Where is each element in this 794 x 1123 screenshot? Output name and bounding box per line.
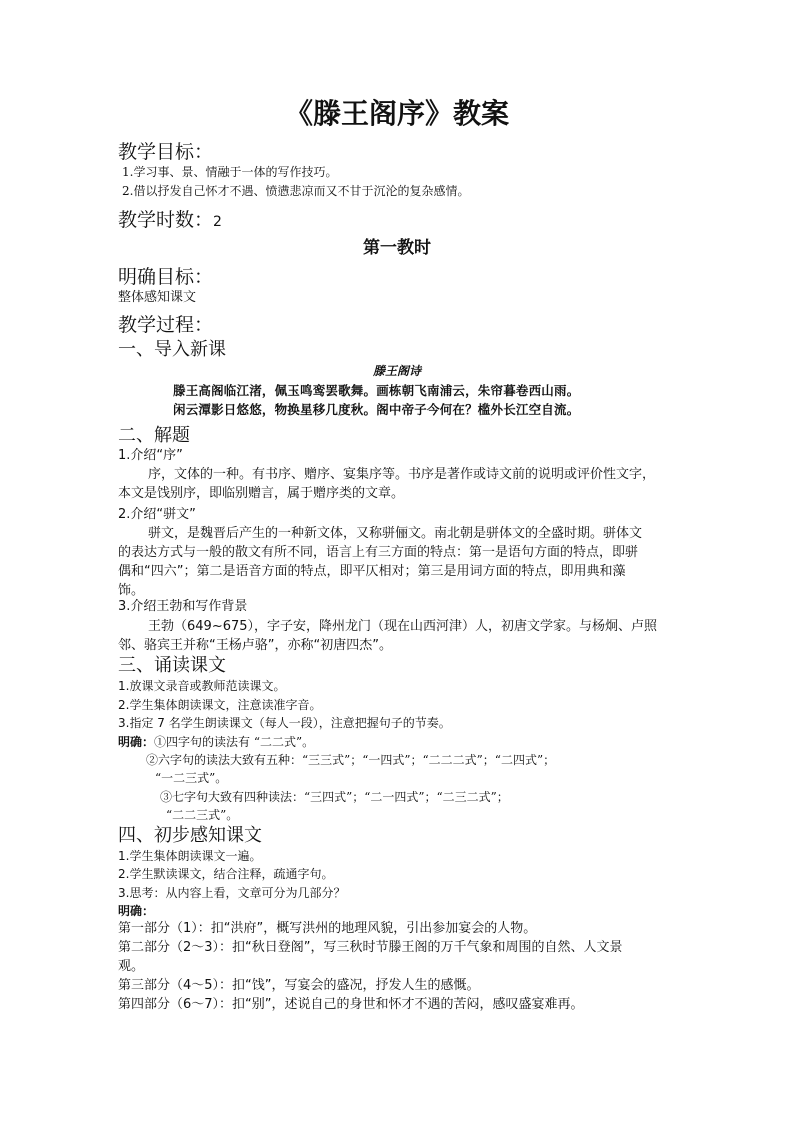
clear-goal-text: 整体感知课文 bbox=[118, 290, 197, 305]
part-3: 第三部分（4～5）：扣“饯”，写宴会的盛况，抒发人生的感慨。 bbox=[118, 978, 480, 993]
perceive-item-1: 1.学生集体朗读课文一遍。 bbox=[118, 849, 262, 863]
hours-line bbox=[118, 211, 678, 230]
pianwen-line-2: 的表达方式与一般的散文有所不同，语言上有三方面的特点：第一是语句方面的特点，即骈 bbox=[118, 545, 639, 560]
part-2-cont: 观。 bbox=[118, 959, 145, 974]
goal-item-1: 1.学习事、景、情融于一体的写作技巧。 bbox=[122, 165, 338, 179]
section-4-heading: 四、初步感知课文 bbox=[118, 825, 262, 846]
period-title: 第一教时 bbox=[363, 238, 431, 258]
pianwen-line-1: 骈文，是魏晋后产生的一种新文体，又称骈俪文。南北朝是骈体文的全盛时期。骈体文 bbox=[148, 526, 643, 541]
wangbo-line-2: 邻、骆宾王并称“王杨卢骆”，亦称“初唐四杰”。 bbox=[118, 638, 392, 653]
part-4: 第四部分（6～7）：扣“别”，述说自己的身世和怀才不遇的苦闷，感叹盛宴难再。 bbox=[118, 997, 584, 1012]
ming-four-char: ①四字句的读法有 “二二式”。 bbox=[154, 735, 315, 749]
xu-line-2: 本文是饯别序，即临别赠言，属于赠序类的文章。 bbox=[118, 486, 405, 501]
sub-heading-xu: 1.介绍“序” bbox=[118, 448, 183, 463]
section-2-heading: 二、解题 bbox=[118, 425, 190, 446]
sub-heading-pianwen: 2.介绍“骈文” bbox=[118, 507, 196, 522]
perceive-item-3: 3.思考：从内容上看，文章可分为几部分？ bbox=[118, 886, 346, 900]
hours-value: 2 bbox=[213, 214, 222, 230]
ming-six-char-cont: “一二三式”。 bbox=[155, 771, 228, 785]
section-1-heading: 一、导入新课 bbox=[118, 339, 226, 360]
poem-title: 滕王阁诗 bbox=[372, 364, 421, 378]
poem-line-2: 闲云潭影日悠悠，物换星移几度秋。阁中帝子今何在？槛外长江空自流。 bbox=[173, 402, 580, 417]
goal-item-2: 2.借以抒发自己怀才不遇、愤懑悲凉而又不甘于沉沦的复杂感情。 bbox=[122, 184, 470, 198]
part-2: 第二部分（2～3）：扣“秋日登阁”，写三秋时节滕王阁的万千气象和周围的自然、人文景 bbox=[118, 940, 623, 955]
clear-goal-heading: 明确目标： bbox=[118, 266, 214, 288]
perceive-item-2: 2.学生默读课文，结合注释，疏通字句。 bbox=[118, 867, 334, 881]
reading-item-3: 3.指定 7 名学生朗读课文（每人一段），注意把握句子的节奏。 bbox=[118, 716, 451, 730]
wangbo-line-1: 王勃（649~675），字子安，降州龙门（现在山西河津）人，初唐文学家。与杨炯、卢照 bbox=[148, 619, 658, 634]
section-3-heading: 三、诵读课文 bbox=[118, 655, 226, 676]
reading-item-1: 1.放课文录音或教师范读课文。 bbox=[118, 679, 286, 693]
pianwen-line-4: 饰。 bbox=[118, 583, 145, 598]
ming-six-char: ②六字句的读法大致有五种：“三三式”；“一四式”；“二二二式”；“二四式”； bbox=[146, 753, 556, 767]
hours-label: 教学时数： bbox=[118, 209, 214, 231]
page-title: 《滕王阁序》教案 bbox=[284, 97, 509, 130]
ming-seven-char: ③七字句大致有四种读法：“三四式”；“二一四式”；“二三二式”； bbox=[160, 790, 509, 804]
poem-line-1: 滕王高阁临江渚，佩玉鸣鸾罢歌舞。画栋朝飞南浦云，朱帘暮卷西山雨。 bbox=[173, 383, 580, 398]
ming-label-2: 明确： bbox=[118, 904, 155, 918]
reading-item-2: 2.学生集体朗读课文，注意读准字音。 bbox=[118, 698, 322, 712]
goals-heading: 教学目标： bbox=[118, 141, 214, 163]
ming-label: 明确： bbox=[118, 735, 155, 749]
process-heading: 教学过程： bbox=[118, 314, 214, 336]
part-1: 第一部分（1）：扣“洪府”，概写洪州的地理风貌，引出参加宴会的人物。 bbox=[118, 921, 537, 936]
xu-line-1: 序，文体的一种。有书序、赠序、宴集序等。书序是著作或诗文前的说明或评价性文字， bbox=[148, 467, 656, 482]
ming-line-1 bbox=[118, 736, 678, 748]
ming-seven-char-cont: “二二三式”。 bbox=[166, 808, 239, 822]
pianwen-line-3: 偶和“四六”；第二是语音方面的特点，即平仄相对；第三是用词方面的特点，即用典和藻 bbox=[118, 564, 626, 579]
sub-heading-wangbo: 3.介绍王勃和写作背景 bbox=[118, 599, 248, 614]
